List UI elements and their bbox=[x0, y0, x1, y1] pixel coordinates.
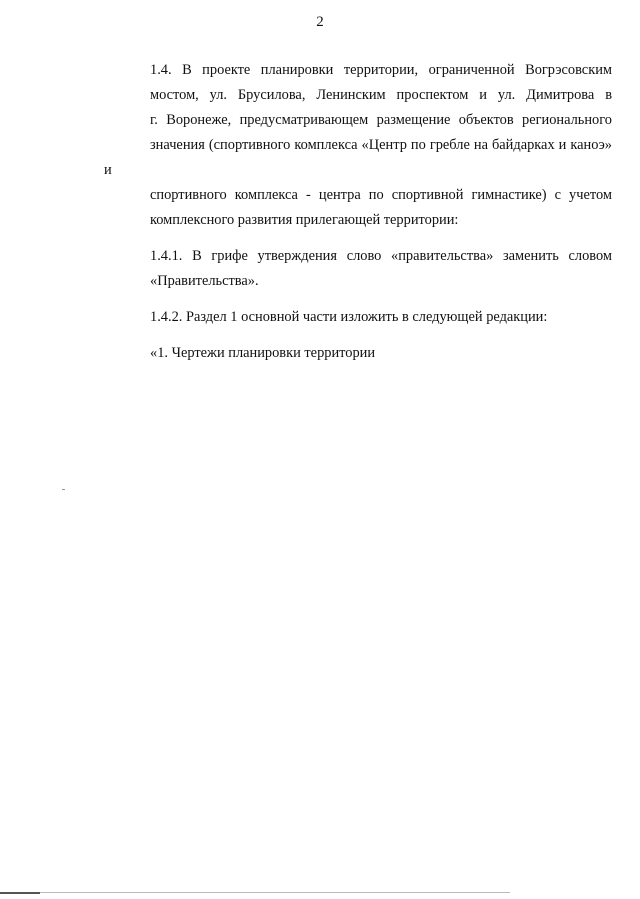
paragraph-1-4-2 bbox=[104, 305, 612, 330]
text-line: спортивного комплекса - центра по спортивной гимнастике) с учетом bbox=[150, 187, 612, 203]
text-line: 1.4.1. В грифе утверждения слово «правительства» заменить словом bbox=[150, 248, 612, 264]
text-line: мостом, ул. Брусилова, Ленинским проспектом и ул. Димитрова в bbox=[150, 87, 612, 103]
paragraph-1-4 bbox=[104, 58, 612, 233]
paragraph-section-1-heading bbox=[104, 341, 612, 366]
text-line: значения (спортивного комплекса «Центр по гребле на байдарках и каноэ» и bbox=[104, 137, 612, 178]
text-line: 1.4.2. Раздел 1 основной части изложить в следующей редакции: bbox=[150, 309, 548, 325]
document-body bbox=[104, 58, 612, 377]
text-line: г. Воронеже, предусматривающем размещение объектов регионального bbox=[150, 112, 612, 128]
text-line: «1. Чертежи планировки территории bbox=[150, 345, 376, 361]
page-number: 2 bbox=[316, 14, 324, 30]
text-line: 1.4. В проекте планировки территории, ограниченной Вогрэсовским bbox=[150, 62, 612, 78]
text-line: «Правительства». bbox=[150, 273, 259, 289]
paragraph-1-4-1 bbox=[104, 244, 612, 294]
bottom-scan-edge-dark bbox=[0, 892, 40, 894]
scan-artifact bbox=[62, 489, 65, 490]
text-line: комплексного развития прилегающей территории: bbox=[150, 212, 459, 228]
bottom-scan-edge bbox=[0, 892, 510, 893]
